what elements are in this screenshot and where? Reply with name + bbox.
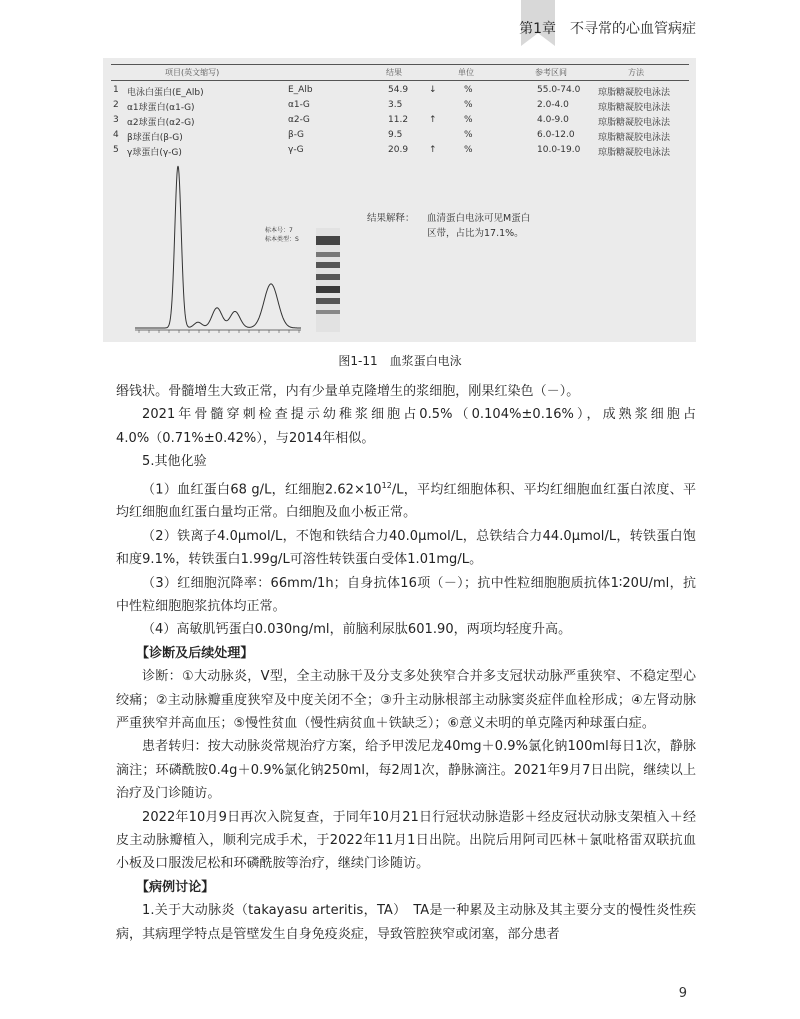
gel-band-g2	[316, 298, 340, 304]
col-header-range: 参考区间	[535, 68, 567, 77]
gel-band-alb	[316, 236, 340, 245]
gel-band-a1	[316, 252, 340, 257]
cell-value: 20.9	[388, 145, 409, 155]
gel-band-g3	[316, 310, 340, 314]
interpretation-label: 结果解释：	[367, 213, 415, 224]
cell-unit: %	[464, 145, 473, 155]
paragraph: 诊断：①大动脉炎，V型，全主动脉干及分支多处狭窄合并多支冠状动脉严重狭窄、不稳定型心绞痛；②主动脉瓣重度狭窄及中度关闭不全；③升主动脉根部主动脉窦炎症伴血栓形成；④左肾动脉严重狭窄并高血压；⑤慢性贫血（慢性病贫血＋铁缺乏）；⑥意义未明的单克隆丙种球蛋白症。	[116, 669, 696, 732]
text-part: /L，平均红细胞体积、平均红细胞血红蛋白浓度、平均红细胞血红蛋白量均正常。白细胞及血小板正常。	[116, 481, 696, 521]
densitometry-plot	[103, 58, 696, 342]
paragraph: 2022年10月9日再次入院复查，于同年10月21日行冠状动脉造影＋经皮冠状动脉支架植入＋经皮主动脉瓣植入，顺利完成手术，于2022年11月1日出院。出院后用阿司匹林＋氯吡格雷双联抗血小板及口服泼尼松和环磷酰胺等治疗，继续门诊随访。	[116, 809, 696, 872]
section-heading: 【诊断及后续处理】	[136, 645, 254, 661]
cell-value: 54.9	[388, 85, 409, 95]
text-part: （1）血红蛋白68 g/L，红细胞2.62×10	[142, 481, 382, 497]
cell-method: 琼脂糖凝胶电泳法	[598, 118, 671, 128]
cell-abbr: E_Alb	[288, 85, 313, 95]
cell-unit: %	[464, 115, 473, 125]
cell-name: β球蛋白(β-G)	[127, 133, 183, 143]
gel-band-g1	[316, 286, 340, 293]
cell-method: 琼脂糖凝胶电泳法	[598, 88, 671, 98]
cell-no: 1	[113, 85, 119, 95]
cell-name: 电泳白蛋白(E_Alb)	[127, 88, 204, 98]
paragraph: 2021年骨髓穿刺检查提示幼稚浆细胞占0.5%（0.104%±0.16%），成熟浆细胞占4.0%（0.71%±0.42%），与2014年相似。	[116, 407, 696, 446]
gel-strip	[316, 228, 340, 332]
cell-abbr: β-G	[288, 130, 304, 140]
section-heading: 5.其他化验	[142, 454, 207, 470]
col-header-item: 项目(英文缩写)	[165, 68, 220, 77]
paragraph: 缗钱状。骨髓增生大致正常，内有少量单克隆增生的浆细胞，刚果红染色（－）。	[116, 384, 580, 399]
interpretation-line-2: 区带，占比为17.1%。	[427, 228, 524, 239]
cell-value: 3.5	[388, 100, 403, 110]
paragraph: 患者转归：按大动脉炎常规治疗方案，给予甲泼尼龙40mg＋0.9%氯化钠100ml每日1次，静脉滴注；环磷酰胺0.4g＋0.9%氯化钠250ml，每2周1次，静脉滴注。2021年9月7日出院，继续以上治疗及门诊随访。	[116, 739, 696, 802]
cell-method: 琼脂糖凝胶电泳法	[598, 133, 671, 143]
gel-band-b	[316, 274, 340, 280]
paragraph: （4）高敏肌钙蛋白0.030ng/ml，前脑利尿肽601.90，两项均轻度升高。	[142, 622, 572, 638]
cell-abbr: α2-G	[288, 115, 310, 125]
cell-unit: %	[464, 130, 473, 140]
cell-abbr: γ-G	[288, 145, 304, 155]
col-header-result: 结果	[386, 68, 402, 77]
cell-range: 2.0-4.0	[537, 100, 569, 110]
electrophoresis-figure	[103, 58, 696, 342]
cell-method: 琼脂糖凝胶电泳法	[598, 148, 671, 158]
body-text	[116, 380, 696, 946]
page-number: 9	[678, 986, 687, 1001]
paragraph: 1.关于大动脉炎（takayasu arteritis，TA） TA是一种累及主动脉及其主要分支的慢性炎性疾病，其病理学特点是管壁发生自身免疫炎症，导致管腔狭窄或闭塞，部分患者	[116, 903, 696, 942]
figure-caption: 图1-11 血浆蛋白电泳	[338, 354, 462, 368]
sample-number: 标本号：7	[265, 227, 293, 234]
cell-range: 10.0-19.0	[537, 145, 581, 155]
col-header-method: 方法	[628, 68, 644, 77]
paragraph: （2）铁离子4.0μmol/L，不饱和铁结合力40.0μmol/L，总铁结合力44.0μmol/L，转铁蛋白饱和度9.1%，转铁蛋白1.99g/L可溶性转铁蛋白受体1.01mg/L。	[116, 528, 696, 568]
sample-type: 标本类型：S	[265, 236, 299, 243]
cell-range: 4.0-9.0	[537, 115, 569, 125]
cell-no: 2	[113, 100, 119, 110]
cell-flag: ↓	[429, 85, 437, 95]
x-ticks	[139, 330, 299, 333]
cell-value: 9.5	[388, 130, 403, 140]
cell-name: γ球蛋白(γ-G)	[127, 148, 182, 158]
section-heading: 【病例讨论】	[136, 879, 215, 895]
cell-name: α1球蛋白(α1-G)	[127, 103, 195, 113]
col-header-unit: 单位	[458, 68, 474, 77]
cell-no: 3	[113, 115, 119, 125]
cell-no: 4	[113, 130, 119, 140]
cell-no: 5	[113, 145, 119, 155]
paragraph	[116, 474, 696, 525]
cell-unit: %	[464, 85, 473, 95]
paragraph: （3）红细胞沉降率：66mm/1h；自身抗体16项（－）；抗中性粒细胞胞质抗体1∶20U/ml，抗中性粒细胞胞浆抗体均正常。	[116, 575, 696, 614]
cell-range: 55.0-74.0	[537, 85, 581, 95]
cell-range: 6.0-12.0	[537, 130, 575, 140]
density-curve	[135, 166, 301, 328]
cell-unit: %	[464, 100, 473, 110]
cell-flag: ↑	[429, 115, 437, 125]
gel-band-a2	[316, 262, 340, 268]
superscript: 12	[381, 480, 392, 490]
interpretation-line-1: 血清蛋白电泳可见M蛋白	[427, 213, 531, 224]
cell-method: 琼脂糖凝胶电泳法	[598, 103, 671, 113]
chapter-header: 第1章 不寻常的心血管病症	[519, 21, 696, 37]
cell-name: α2球蛋白(α2-G)	[127, 118, 195, 128]
cell-value: 11.2	[388, 115, 409, 125]
cell-flag: ↑	[429, 145, 437, 155]
cell-abbr: α1-G	[288, 100, 310, 110]
